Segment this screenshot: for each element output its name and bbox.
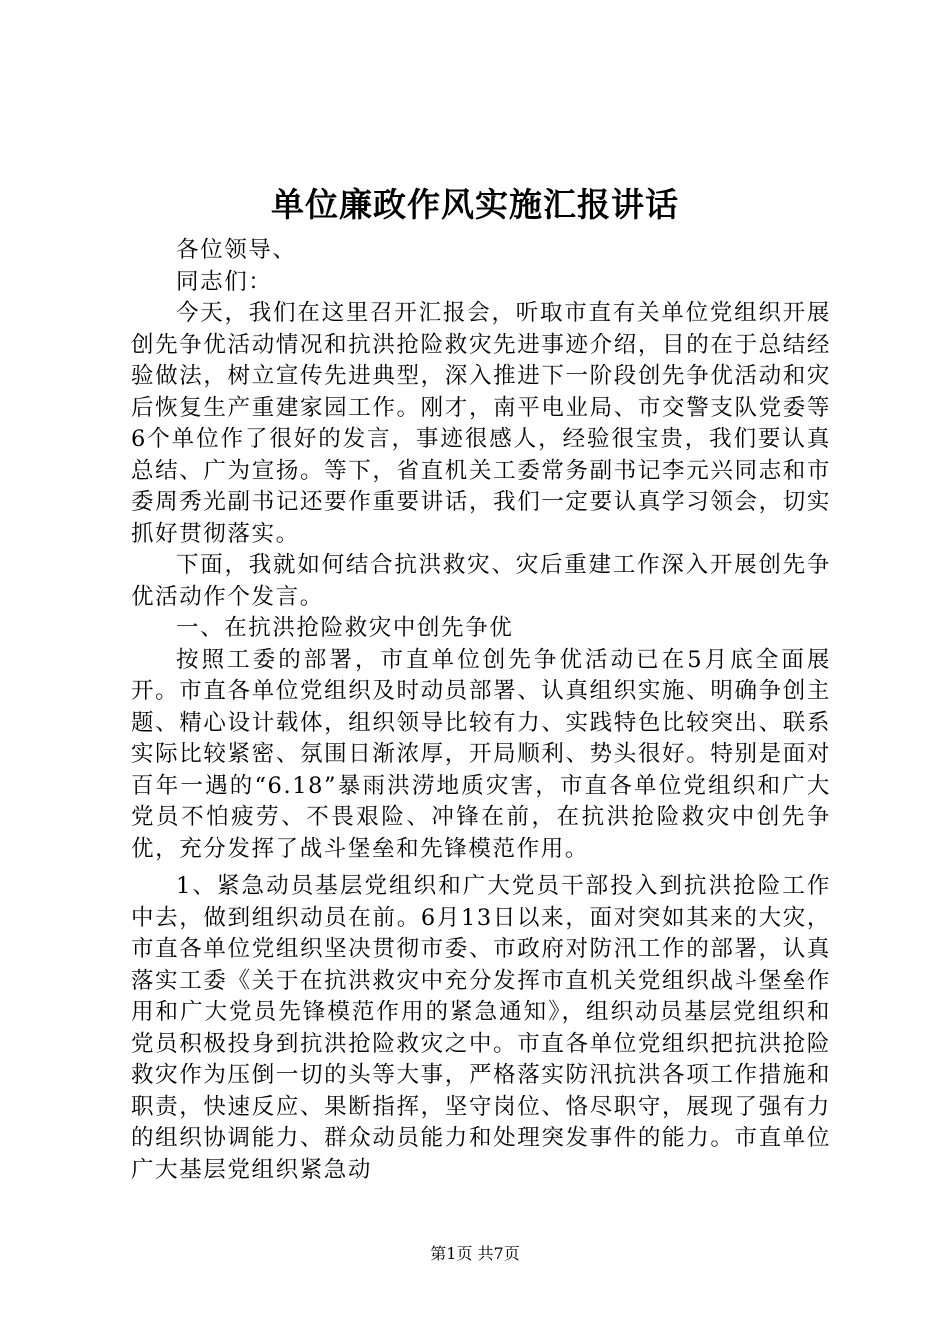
section-heading-1: 一、在抗洪抢险救灾中创先争优 [176,615,514,641]
paragraph-item-1: 1、紧急动员基层党组织和广大党员干部投入到抗洪抢险工作中去，做到组织动员在前。6月13日以来，面对突如其来的大灾，市直各单位党组织坚决贯彻市委、市政府对防汛工作的部署，认真落实工委《关于在抗洪救灾中充分发挥市直机关党组织战斗堡垒作用和广大党员先锋模范作用的紧急通知》，组织动员基层党组织和党员积极投身到抗洪抢险救灾之中。市直各单位党组织把抗洪抢险救灾作为压倒一切的头等大事，严格落实防汛抗洪各项工作措施和职责，快速反应、果断指挥，坚守岗位、恪尽职守，展现了强有力的组织协调能力、群众动员能力和处理突发事件的能力。市直单位广大基层党组织紧急动 [131,873,831,1183]
salutation-leaders: 各位领导、 [176,237,297,263]
paragraph-speech-topic: 下面，我就如何结合抗洪救灾、灾后重建工作深入开展创先争优活动作个发言。 [131,552,831,610]
page-footer: 第1页 共7页 [430,1244,520,1263]
document-body [131,235,831,1186]
paragraph-intro: 今天，我们在这里召开汇报会，听取市直有关单位党组织开展创先争优活动情况和抗洪抢险救灾先进事迹介绍，目的在于总结经验做法，树立宣传先进典型，深入推进下一阶段创先争优活动和灾后恢复生产重建家园工作。刚才，南平电业局、市交警支队党委等6个单位作了很好的发言，事迹很感人，经验很宝贵，我们要认真总结、广为宣扬。等下，省直机关工委常务副书记李元兴同志和市委周秀光副书记还要作重要讲话，我们一定要认真学习领会，切实抓好贯彻落实。 [131,300,831,547]
paragraph-section-1: 按照工委的部署，市直单位创先争优活动已在5月底全面展开。市直各单位党组织及时动员部署、认真组织实施、明确争创主题、精心设计载体，组织领导比较有力、实践特色比较突出、联系实际比较紧密、氛围日渐浓厚，开局顺利、势头很好。特别是面对百年一遇的“6.18”暴雨洪涝地质灾害，市直各单位党组织和广大党员不怕疲劳、不畏艰险、冲锋在前，在抗洪抢险救灾中创先争优，充分发挥了战斗堡垒和先锋模范作用。 [131,646,831,862]
salutation-comrades: 同志们： [176,268,273,295]
document-title: 单位廉政作风实施汇报讲话 [271,185,679,224]
